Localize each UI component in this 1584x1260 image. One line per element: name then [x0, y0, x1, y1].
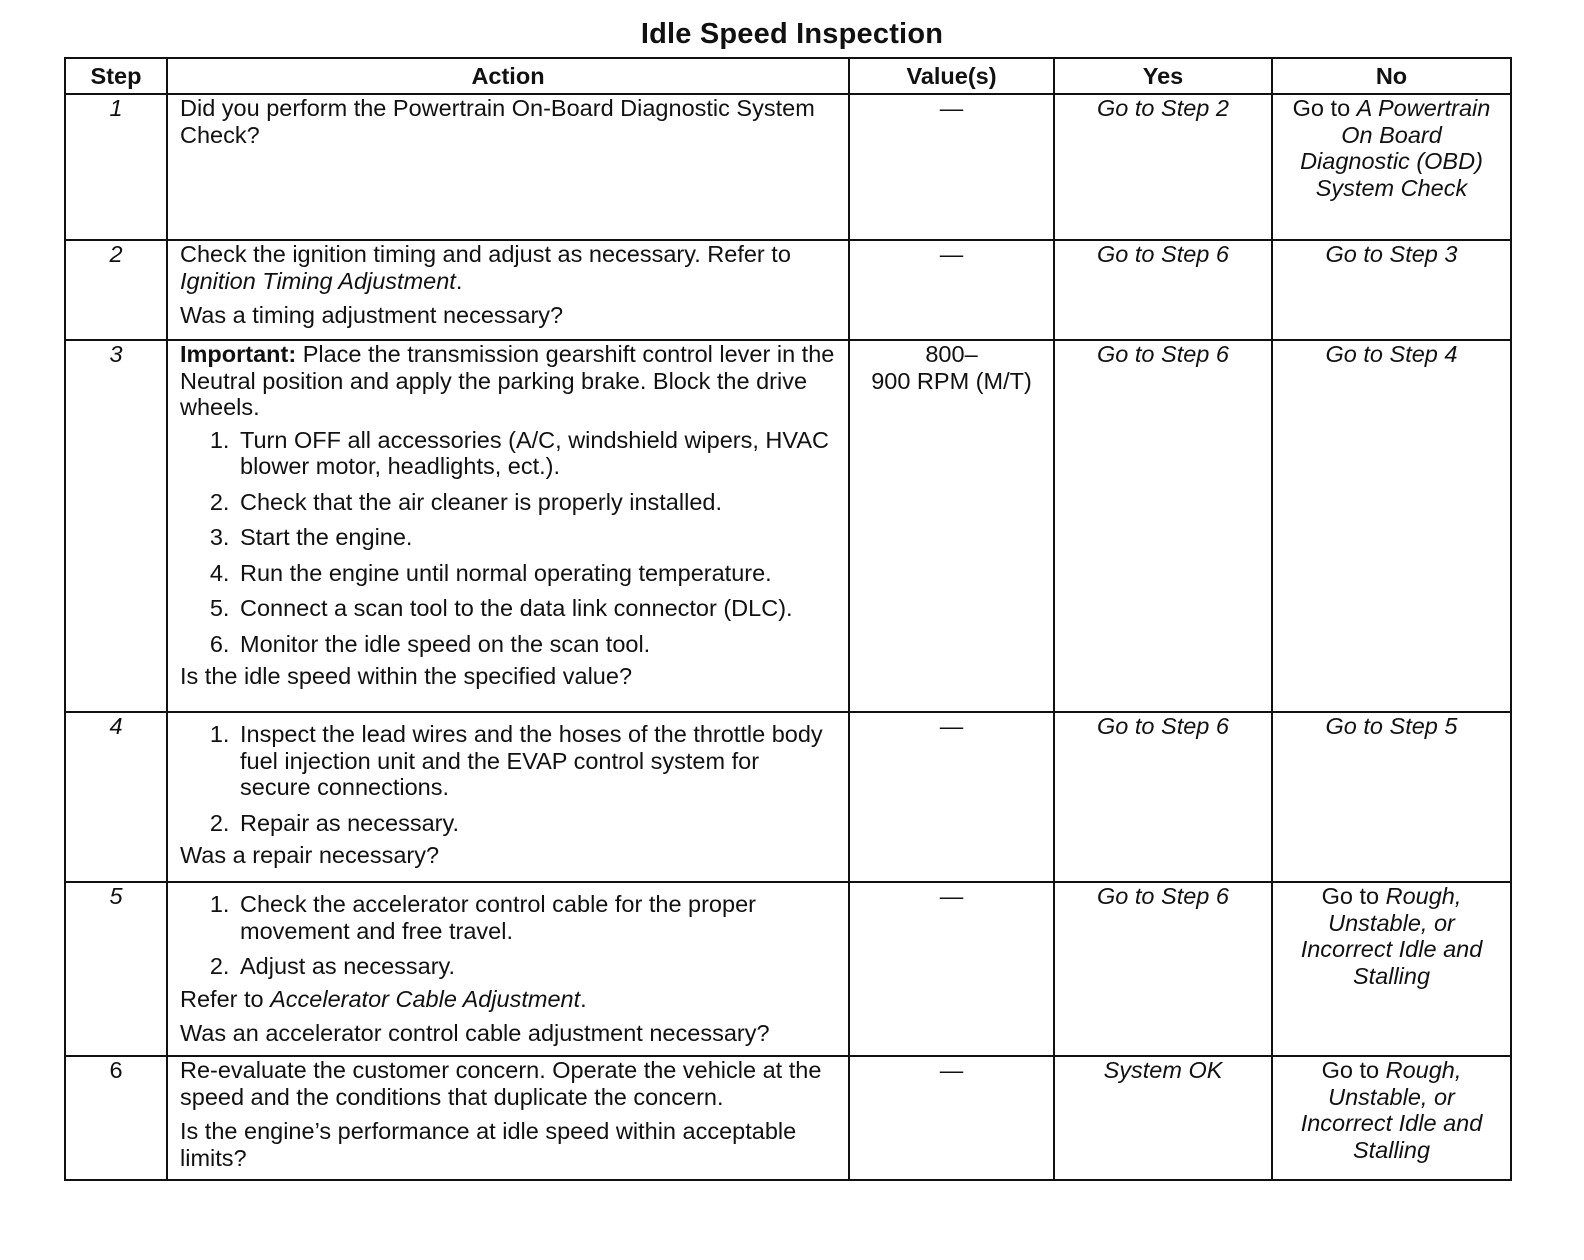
header-row — [65, 58, 1511, 94]
yes-cell: Go to Step 6 — [1054, 340, 1272, 712]
table-row-step-6 — [65, 1056, 1511, 1180]
action-cell — [167, 340, 849, 712]
step-number: 4 — [65, 712, 167, 882]
value-cell: — — [849, 94, 1054, 240]
table-row-step-1 — [65, 94, 1511, 240]
value-cell: — — [849, 240, 1054, 340]
procedure-list — [180, 721, 836, 836]
list-item: 6. Monitor the idle speed on the scan tool. — [236, 631, 836, 658]
procedure-list — [180, 891, 836, 980]
important-label: Important: — [180, 341, 297, 367]
header-step: Step — [65, 58, 167, 94]
value-cell: — — [849, 1056, 1054, 1180]
table-row-step-3 — [65, 340, 1511, 712]
list-item: 5. Connect a scan tool to the data link connector (DLC). — [236, 595, 836, 622]
action-reference: Accelerator Cable Adjustment — [270, 985, 581, 1012]
action-reference-end: . — [580, 985, 587, 1012]
important-note — [180, 341, 836, 421]
no-reference: Rough, Unstable, or Incorrect Idle and Stalling — [1300, 1057, 1483, 1163]
action-cell — [167, 712, 849, 882]
no-cell — [1272, 882, 1511, 1056]
action-reference-end: . — [455, 267, 463, 294]
action-question: Is the engine’s performance at idle speed within acceptable limits? — [180, 1118, 797, 1171]
action-reference-line — [180, 986, 836, 1013]
value-line: 900 RPM (M/T) — [871, 367, 1032, 394]
table-row-step-2 — [65, 240, 1511, 340]
no-prefix: Go to — [1321, 1057, 1386, 1083]
action-question: Was a repair necessary? — [180, 842, 440, 868]
action-reference: Ignition Timing Adjustment — [180, 267, 456, 294]
action-question: Is the idle speed within the specified value? — [180, 663, 633, 689]
step-number: 6 — [65, 1056, 167, 1180]
list-item: 4. Run the engine until normal operating temperature. — [236, 560, 836, 587]
procedure-list — [180, 427, 836, 658]
action-text: Re-evaluate the customer concern. Operate the vehicle at the speed and the conditions that duplicate the concern. — [180, 1057, 822, 1110]
list-item: 3. Start the engine. — [236, 524, 836, 551]
no-cell — [1272, 94, 1511, 240]
no-reference: Rough, Unstable, or Incorrect Idle and Stalling — [1300, 883, 1483, 989]
value-line: 800– — [925, 341, 978, 367]
header-yes: Yes — [1054, 58, 1272, 94]
no-cell — [1272, 1056, 1511, 1180]
page-title: Idle Speed Inspection — [640, 18, 944, 50]
no-reference: A Powertrain On Board Diagnostic (OBD) System Check — [1300, 95, 1491, 201]
value-cell: — — [849, 712, 1054, 882]
important-text: Place the transmission gearshift control lever in the Neutral position and apply the parking brake. Block the drive wheels. — [180, 341, 835, 420]
list-item: 2. Adjust as necessary. — [236, 953, 836, 980]
step-number: 1 — [65, 94, 167, 240]
yes-cell: Go to Step 6 — [1054, 712, 1272, 882]
header-no: No — [1272, 58, 1511, 94]
step-number: 2 — [65, 240, 167, 340]
no-cell: Go to Step 3 — [1272, 240, 1511, 340]
action-question: Was a timing adjustment necessary? — [180, 302, 564, 328]
no-cell: Go to Step 5 — [1272, 712, 1511, 882]
yes-cell: Go to Step 2 — [1054, 94, 1272, 240]
no-prefix: Go to — [1321, 883, 1386, 909]
list-item: 2. Check that the air cleaner is properly installed. — [236, 489, 836, 516]
refer-prefix: Refer to — [180, 985, 271, 1012]
list-item: 1. Check the accelerator control cable for the proper movement and free travel. — [236, 891, 836, 944]
inspection-table — [64, 57, 1512, 1181]
value-cell — [849, 340, 1054, 712]
table-row-step-4 — [65, 712, 1511, 882]
action-question: Did you perform the Powertrain On-Board Diagnostic System Check? — [180, 95, 815, 148]
yes-cell: Go to Step 6 — [1054, 882, 1272, 1056]
no-prefix: Go to — [1292, 95, 1357, 121]
action-text — [180, 241, 836, 294]
table-row-step-5 — [65, 882, 1511, 1056]
yes-cell: System OK — [1054, 1056, 1272, 1180]
action-cell — [167, 240, 849, 340]
no-cell: Go to Step 4 — [1272, 340, 1511, 712]
yes-cell: Go to Step 6 — [1054, 240, 1272, 340]
action-cell — [167, 94, 849, 240]
header-action: Action — [167, 58, 849, 94]
list-item: 2. Repair as necessary. — [236, 810, 836, 837]
header-values: Value(s) — [849, 58, 1054, 94]
value-cell: — — [849, 882, 1054, 1056]
action-cell — [167, 1056, 849, 1180]
step-number: 3 — [65, 340, 167, 712]
action-intro: Check the ignition timing and adjust as necessary. Refer to — [180, 241, 791, 267]
step-number: 5 — [65, 882, 167, 1056]
action-question: Was an accelerator control cable adjustment necessary? — [180, 1020, 770, 1046]
action-cell — [167, 882, 849, 1056]
list-item: 1. Inspect the lead wires and the hoses of the throttle body fuel injection unit and the EVAP control system for secure connections. — [236, 721, 836, 801]
list-item: 1. Turn OFF all accessories (A/C, windshield wipers, HVAC blower motor, headlights, ect.). — [236, 427, 836, 480]
